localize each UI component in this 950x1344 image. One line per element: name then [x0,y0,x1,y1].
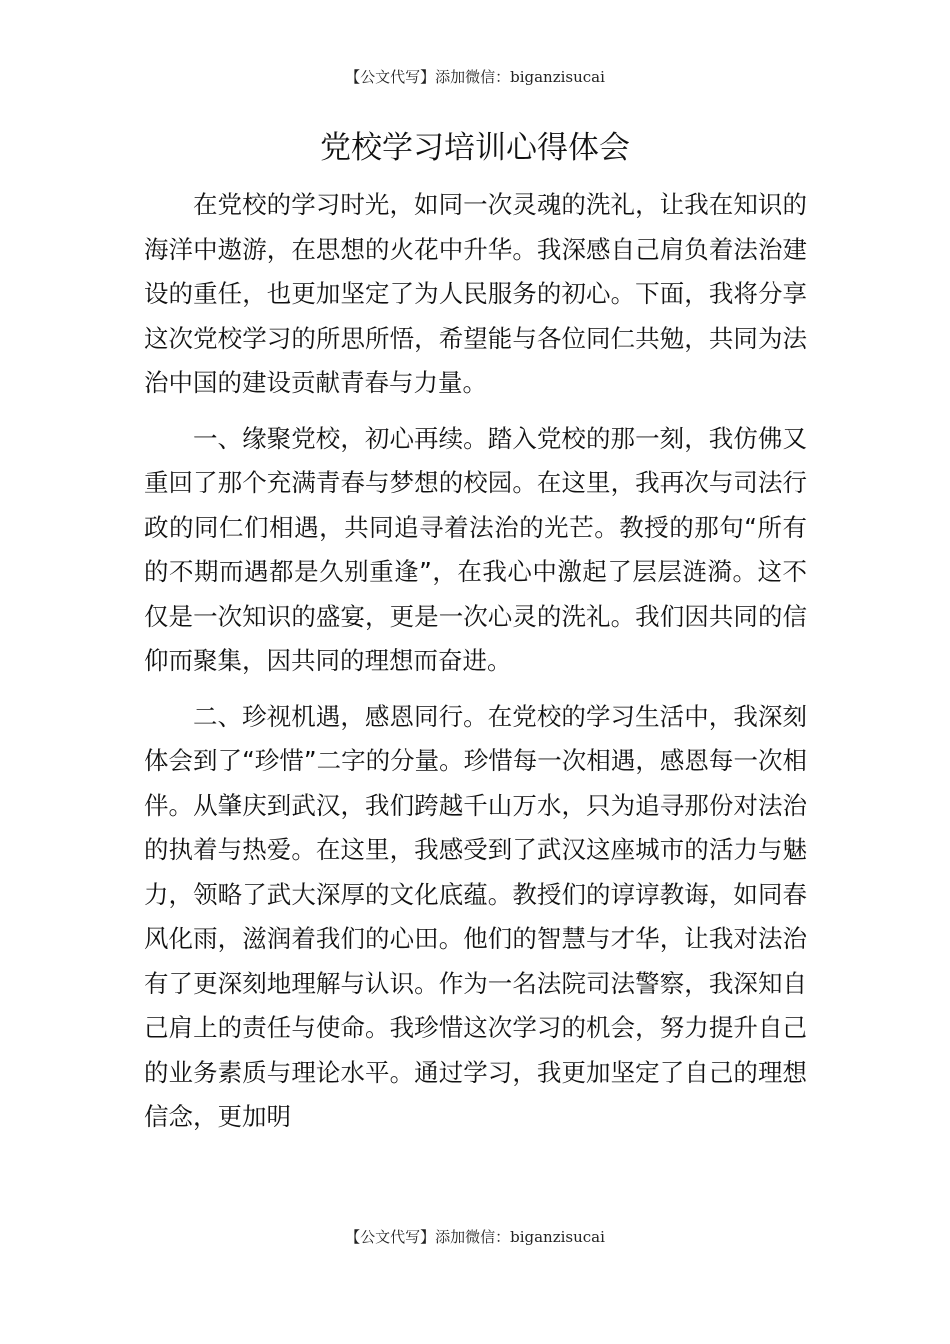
document-title: 党校学习培训心得体会 [320,130,630,166]
paragraph-section-two: 二、珍视机遇，感恩同行。在党校的学习生活中，我深刻体会到了“珍惜”二字的分量。珍惜每一次相遇，感恩每一次相伴。从肇庆到武汉，我们跨越千山万水，只为追寻那份对法治的执着与热爱。在这里，我感受到了武汉这座城市的活力与魅力，领略了武大深厚的文化底蕴。教授们的谆谆教诲，如同春风化雨，滋润着我们的心田。他们的智慧与才华，让我对法治有了更深刻地理解与认识。作为一名法院司法警察，我深知自己肩上的责任与使命。我珍惜这次学习的机会，努力提升自己的业务素质与理论水平。通过学习，我更加坚定了自己的理想信念，更加明 [144,701,807,1131]
document-body [144,183,807,1151]
paragraph-section-one: 一、缘聚党校，初心再续。踏入党校的那一刻，我仿佛又重回了那个充满青春与梦想的校园。在这里，我再次与司法行政的同仁们相遇，共同追寻着法治的光芒。教授的那句“所有的不期而遇都是久别重逢”，在我心中激起了层层涟漪。这不仅是一次知识的盛宴，更是一次心灵的洗礼。我们因共同的信仰而聚集，因共同的理想而奋进。 [144,423,807,675]
page-header-watermark: 【公文代写】添加微信：biganzisucai [345,68,605,86]
paragraph-intro: 在党校的学习时光，如同一次灵魂的洗礼，让我在知识的海洋中遨游，在思想的火花中升华。我深感自己肩负着法治建设的重任，也更加坚定了为人民服务的初心。下面，我将分享这次党校学习的所思所悟，希望能与各位同仁共勉，共同为法治中国的建设贡献青春与力量。 [144,190,807,397]
page-footer-watermark: 【公文代写】添加微信：biganzisucai [345,1228,605,1246]
